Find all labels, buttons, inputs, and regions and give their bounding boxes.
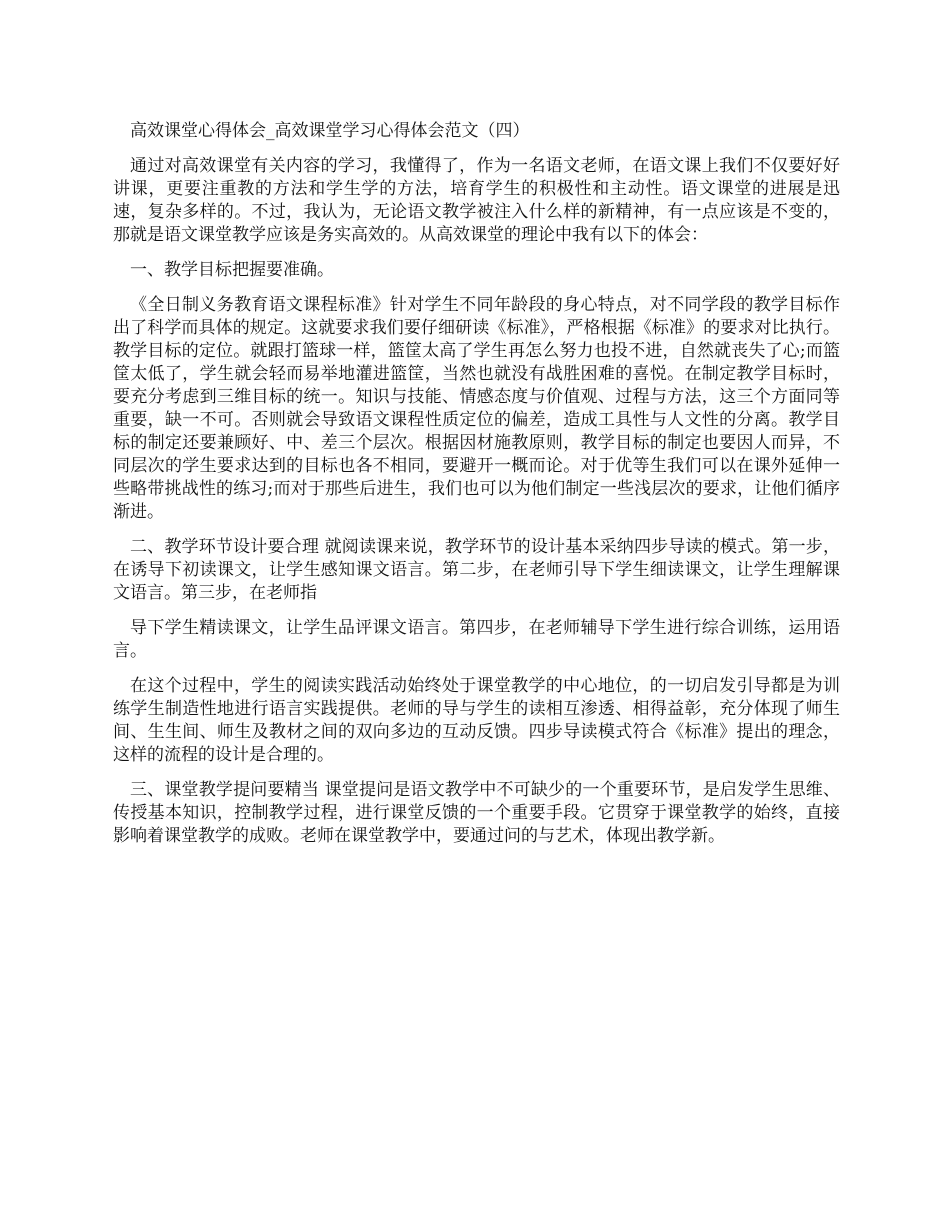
paragraph-section-2-continued: 导下学生精读课文，让学生品评课文语言。第四步，在老师辅导下学生进行综合训练，运用语言。 <box>113 618 840 661</box>
paragraph-section-2: 二、教学环节设计要合理 就阅读课来说，教学环节的设计基本采纳四步导读的模式。第一步，在诱导下初读课文，让学生感知课文语言。第二步，在老师引导下学生细读课文，让学生理解课文语言。第三步，在老师指 <box>113 537 840 603</box>
paragraph-section-1: 《全日制义务教育语文课程标准》针对学生不同年龄段的身心特点，对不同学段的教学目标作出了科学而具体的规定。这就要求我们要仔细研读《标准》，严格根据《标准》的要求对比执行。教学目标的定位。就跟打篮球一样，篮筐太高了学生再怎么努力也投不进，自然就丧失了心;而篮筐太低了，学生就会轻而易举地灌进篮筐，当然也就没有战胜困难的喜悦。在制定教学目标时，要充分考虑到三维目标的统一。知识与技能、情感态度与价值观、过程与方法，这三个方面同等重要，缺一不可。否则就会导致语文课程性质定位的偏差，造成工具性与人文性的分离。教学目标的制定还要兼顾好、中、差三个层次。根据因材施教原则，教学目标的制定也要因人而异，不同层次的学生要求达到的目标也各不相同，要避开一概而论。对于优等生我们可以在课外延伸一些略带挑战性的练习;而对于那些后进生，我们也可以为他们制定一些浅层次的要求，让他们循序渐进。 <box>113 295 840 522</box>
paragraph-section-3: 三、课堂教学提问要精当 课堂提问是语文教学中不可缺少的一个重要环节，是启发学生思维、传授基本知识，控制教学过程，进行课堂反馈的一个重要手段。它贯穿于课堂教学的始终，直接影响着课堂教学的成败。老师在课堂教学中，要通过问的与艺术，体现出教学新。 <box>113 780 840 846</box>
section-heading-1: 一、教学目标把握要准确。 <box>130 260 334 280</box>
document-title: 高效课堂心得体会_高效课堂学习心得体会范文（四） <box>130 121 530 141</box>
paragraph-intro: 通过对高效课堂有关内容的学习，我懂得了，作为一名语文老师，在语文课上我们不仅要好好讲课，更要注重教的方法和学生学的方法，培育学生的积极性和主动性。语文课堂的进展是迅速，复杂多样的。不过，我认为，无论语文教学被注入什么样的新精神，有一点应该是不变的，那就是语文课堂教学应该是务实高效的。从高效课堂的理论中我有以下的体会： <box>113 156 840 245</box>
document-page <box>113 120 840 860</box>
paragraph-process: 在这个过程中，学生的阅读实践活动始终处于课堂教学的中心地位，的一切启发引导都是为训练学生制造性地进行语言实践提供。老师的导与学生的读相互渗透、相得益彰，充分体现了师生间、生生间、师生及教材之间的双向多边的互动反馈。四步导读模式符合《标准》提出的理念，这样的流程的设计是合理的。 <box>113 676 840 765</box>
